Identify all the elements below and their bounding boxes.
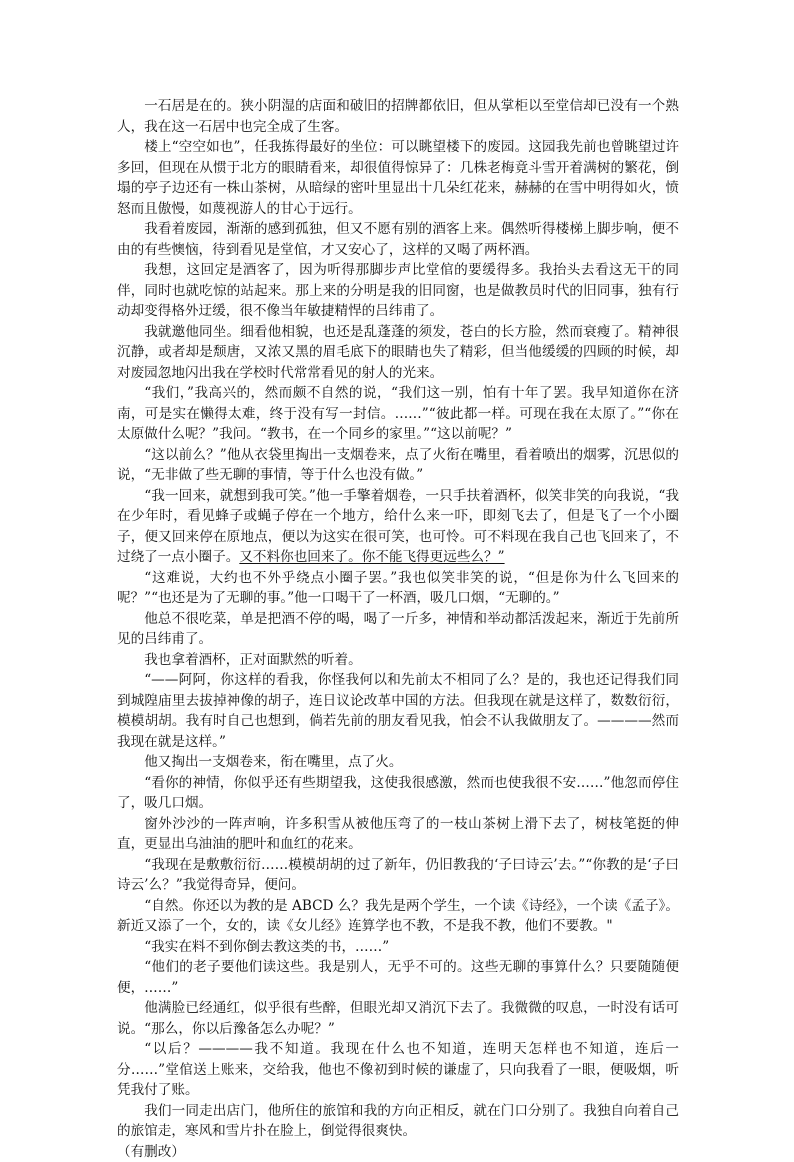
paragraph: “——阿阿，你这样的看我，你怪我何以和先前太不相同了么？是的，我也还记得我们同到城隍庙里去拔掉神像的胡子，连日议论改革中国的方法。但我现在就是这样了，数数衍衍，模模胡胡。我有时自己也想到，倘若先前的朋友看见我，怕会不认我做朋友了。————然而我现在就是这样。” (117, 670, 679, 752)
paragraph: 我们一同走出店门，他所住的旅馆和我的方向正相反，就在门口分别了。我独自向着自己的旅馆走，寒风和雪片扑在脸上，倒觉得很爽快。 (117, 1101, 679, 1142)
paragraph: 我也拿着酒杯，正对面默然的听着。 (117, 650, 679, 671)
passage-text (117, 96, 679, 1162)
paragraph: “他们的老子要他们读这些。我是别人，无乎不可的。这些无聊的事算什么？只要随随便便，……” (117, 957, 679, 998)
source-note: （有删改） (117, 1142, 679, 1162)
paragraph: 我想，这回定是酒客了，因为听得那脚步声比堂倌的要缓得多。我抬头去看这无干的同伴，同时也就吃惊的站起来。那上来的分明是我的旧同窗，也是做教员时代的旧同事，独有行动却变得格外迂缓，很不像当年敏捷精悍的吕纬甫了。 (117, 260, 679, 322)
paragraph: 他满脸已经通红，似乎很有些醉，但眼光却又消沉下去了。我微微的叹息，一时没有话可说。“那么，你以后豫备怎么办呢？” (117, 998, 679, 1039)
paragraph: “我现在是敷敷衍衍……模模胡胡的过了新年，仍旧教我的‘子曰诗云’去。”“你教的是‘子曰诗云’么？”我觉得奇异，便问。 (117, 855, 679, 896)
paragraph: “这难说，大约也不外乎绕点小圈子罢。”我也似笑非笑的说，“但是你为什么飞回来的呢？”“也还是为了无聊的事。”他一口喝干了一杯酒，吸几口烟，“无聊的。” (117, 568, 679, 609)
paragraph: “看你的神情，你似乎还有些期望我，这使我很感激，然而也使我很不安……”他忽而停住了，吸几口烟。 (117, 773, 679, 814)
paragraph: 他总不很吃菜，单是把酒不停的喝，喝了一斤多，神情和举动都活泼起来，渐近于先前所见的吕纬甫了。 (117, 609, 679, 650)
paragraph: 他又掏出一支烟卷来，衔在嘴里，点了火。 (117, 752, 679, 773)
paragraph: “以后？————我不知道。我现在什么也不知道，连明天怎样也不知道，连后一分……”堂倌送上账来，交给我，他也不像初到时候的谦虚了，只向我看了一眼，便吸烟，听凭我付了账。 (117, 1039, 679, 1101)
paragraph: 窗外沙沙的一阵声响，许多积雪从被他压弯了的一枝山茶树上滑下去了，树枝笔挺的伸直，更显出乌油油的肥叶和血红的花来。 (117, 814, 679, 855)
paragraph: “这以前么？”他从衣袋里掏出一支烟卷来，点了火衔在嘴里，看着喷出的烟雾，沉思似的说，“无非做了些无聊的事情，等于什么也没有做。” (117, 445, 679, 486)
paragraph: 楼上“空空如也”，任我拣得最好的坐位：可以眺望楼下的废园。这园我先前也曾眺望过许多回，但现在从惯于北方的眼睛看来，却很值得惊异了：几株老梅竟斗雪开着满树的繁花，倒塌的亭子边还有一株山茶树，从暗绿的密叶里显出十几朵红花来，赫赫的在雪中明得如火，愤怒而且傲慢，如蔑视游人的甘心于远行。 (117, 137, 679, 219)
paragraph: 我看着废园，渐渐的感到孤独，但又不愿有别的酒客上来。偶然听得楼梯上脚步响，便不由的有些懊恼，待到看见是堂倌，才又安心了，这样的又喝了两杯酒。 (117, 219, 679, 260)
paragraph: 我就邀他同坐。细看他相貌，也还是乱蓬蓬的须发，苍白的长方脸，然而衰瘦了。精神很沉静，或者却是颓唐，又浓又黑的眉毛底下的眼睛也失了精彩，但当他缓缓的四顾的时候，却对废园忽地闪出我在学校时代常常看见的射人的光来。 (117, 322, 679, 384)
paragraph: 一石居是在的。狭小阴湿的店面和破旧的招牌都依旧，但从掌柜以至堂信却已没有一个熟人，我在这一石居中也完全成了生客。 (117, 96, 679, 137)
paragraph: “我实在料不到你倒去教这类的书，……” (117, 937, 679, 958)
paragraph: “自然。你还以为教的是 ABCD 么？我先是两个学生，一个读《诗经》，一个读《孟子》。新近又添了一个，女的，读《女儿经》连算学也不教，不是我不教，他们不要教。" (117, 896, 679, 937)
paragraph: “我们，”我高兴的，然而颇不自然的说，“我们这一别，怕有十年了罢。我早知道你在济南，可是实在懒得太难，终于没有写一封信。……”“彼此都一样。可现在我在太原了。”“你在太原做什么呢？”我问。“教书，在一个同乡的家里。”“这以前呢？” (117, 383, 679, 445)
underlined-sentence: 又不料你也回来了。你不能飞得更远些么？” (239, 549, 504, 565)
paragraph (117, 486, 679, 568)
paragraph-text: “我一回来，就想到我可笑。”他一手擎着烟卷，一只手扶着酒杯，似笑非笑的向我说，“我在少年时，看见蜂子或蝇子停在一个地方，给什么来一吓，即刻飞去了，但是飞了一个小圈子，便又回来停在原地点，便以为这实在很可笑，也可怜。可不料现在我自己也飞回来了，不过绕了一点小圈子。 (117, 488, 679, 566)
